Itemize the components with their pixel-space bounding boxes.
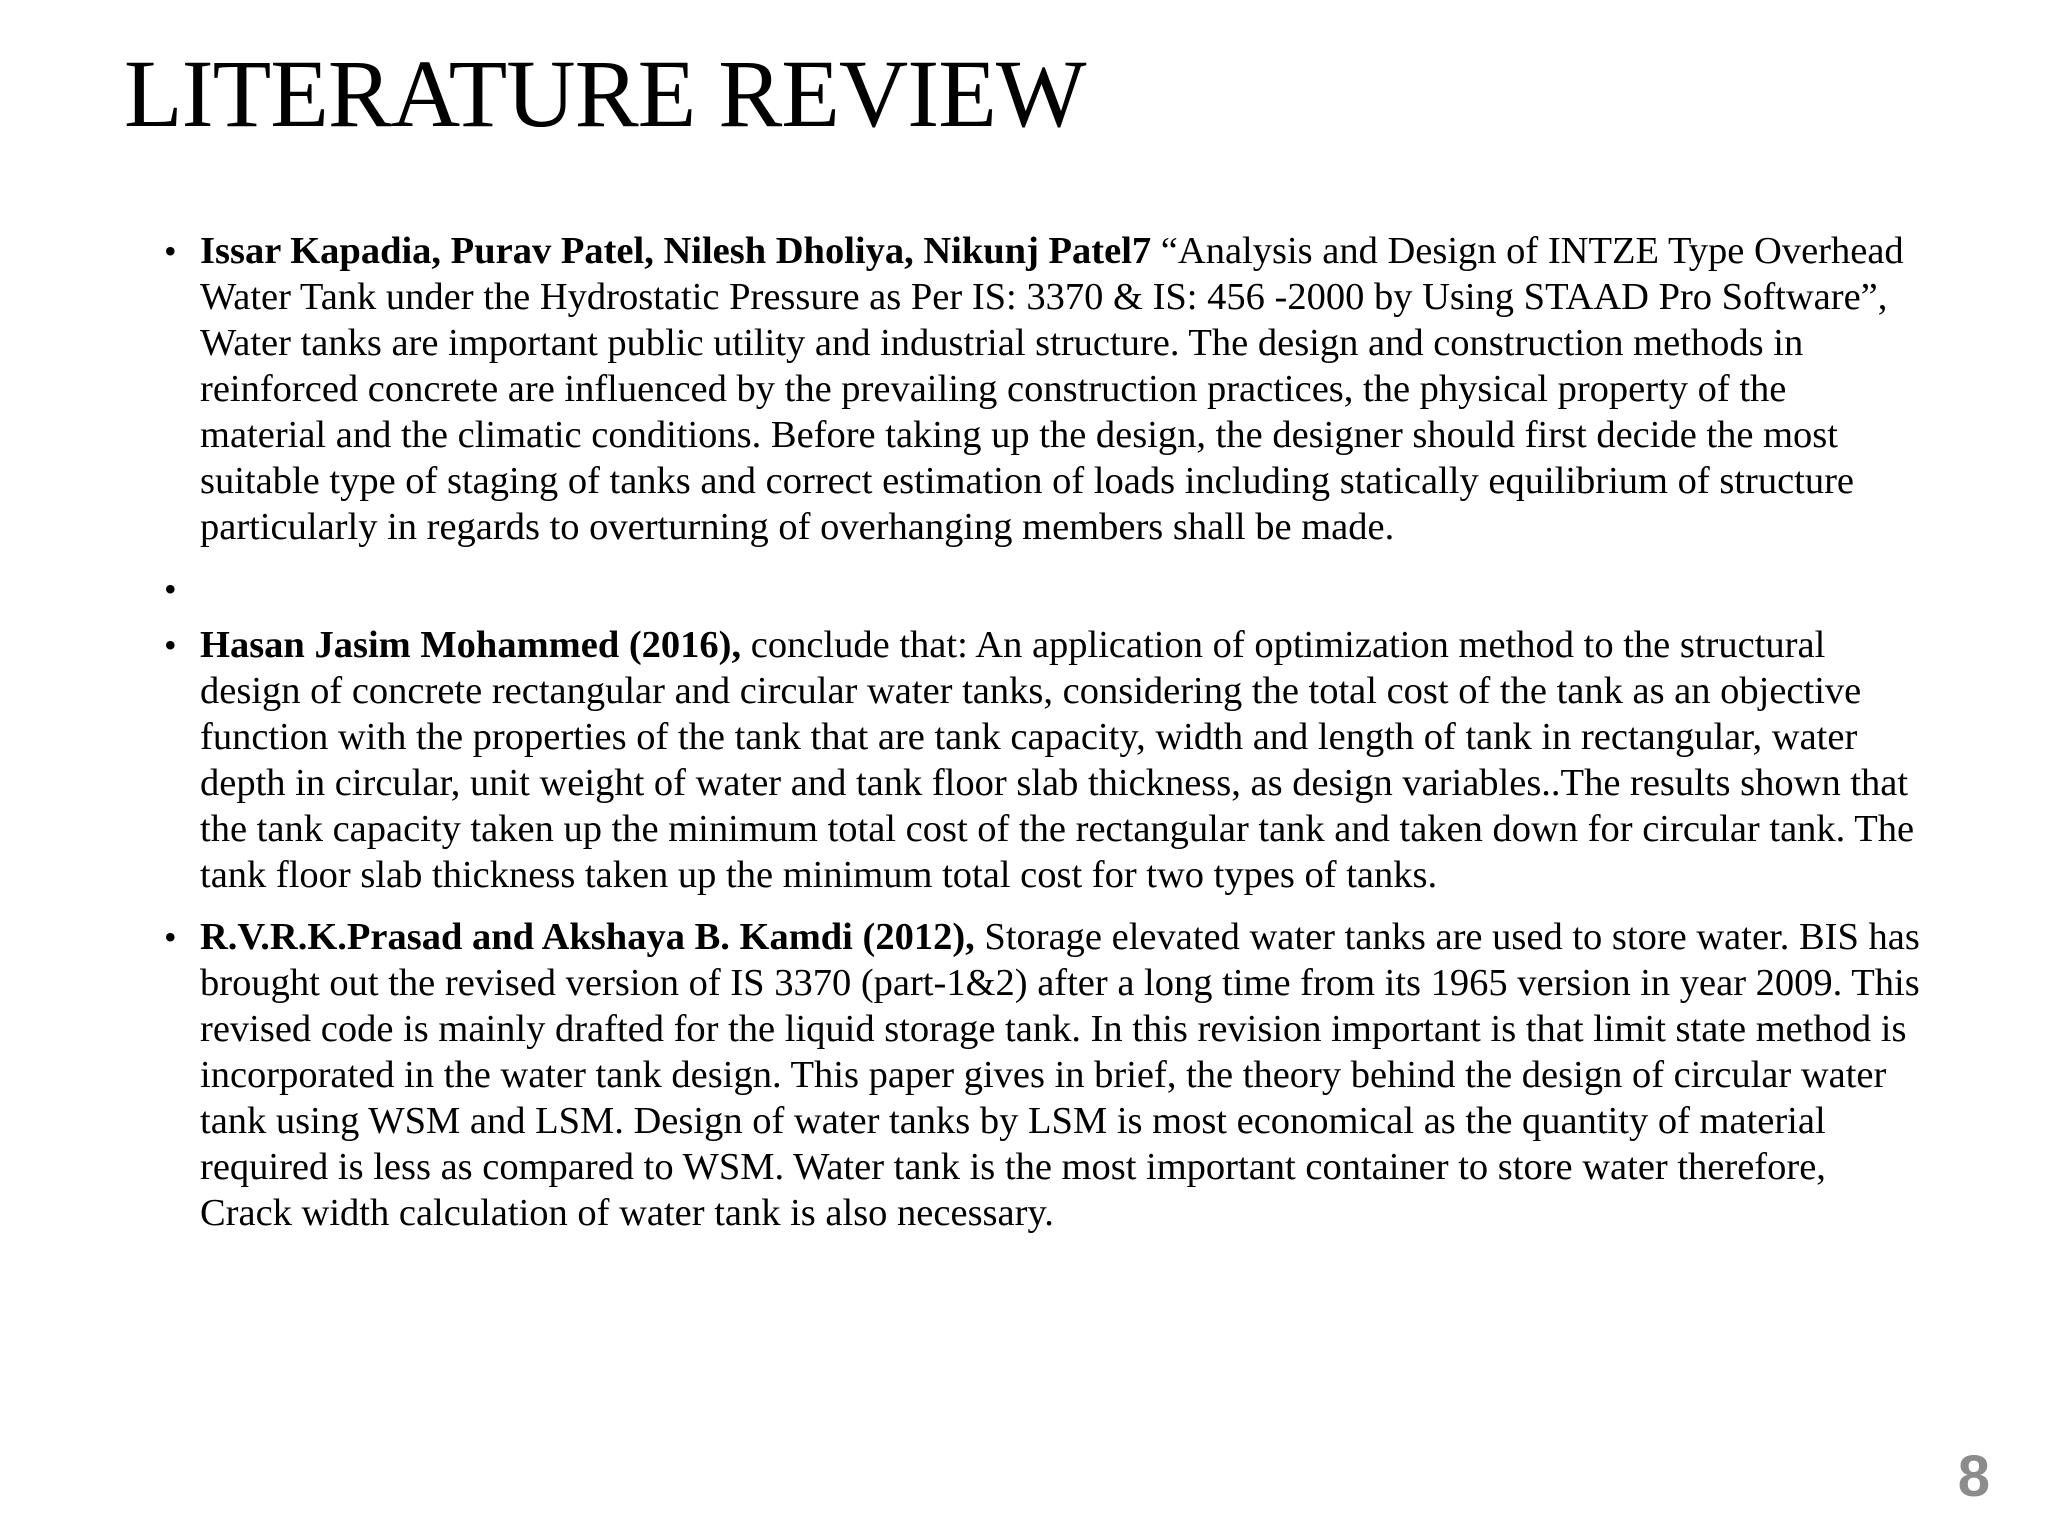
slide-title: LITERATURE REVIEW bbox=[124, 40, 1086, 147]
literature-author: Issar Kapadia, Purav Patel, Nilesh Dholiya, Nikunj Patel7 bbox=[200, 230, 1152, 272]
page-number: 8 bbox=[1957, 1444, 1990, 1509]
literature-item-empty bbox=[160, 566, 1920, 612]
literature-list bbox=[160, 228, 1920, 1252]
bullet-icon: • bbox=[164, 625, 177, 665]
bullet-icon: • bbox=[164, 917, 177, 957]
literature-text: “Analysis and Design of INTZE Type Overhead Water Tank under the Hydrostatic Pressure as Per IS: 3370 & IS: 456 -2000 by Using STAAD Pro Software”, Water tanks are important public utility and industrial structure. The design and construction methods in reinforced concrete are influenced by the prevailing construction practices, the physical property of the material and the climatic conditions. Before taking up the design, the designer should first decide the most suitable type of staging of tanks and correct estimation of loads including statically equilibrium of structure particularly in regards to overturning of overhanging members shall be made. bbox=[200, 230, 1904, 548]
literature-item-mohammed bbox=[160, 622, 1920, 898]
literature-text: conclude that: An application of optimization method to the structural design of concrete rectangular and circular water tanks, considering the total cost of the tank as an objective function with the properties of the tank that are tank capacity, width and length of tank in rectangular, water depth in circular, unit weight of water and tank floor slab thickness, as design variables..The results shown that the tank capacity taken up the minimum total cost of the rectangular tank and taken down for circular tank. The tank floor slab thickness taken up the minimum total cost for two types of tanks. bbox=[200, 624, 1915, 896]
literature-author: Hasan Jasim Mohammed (2016), bbox=[200, 624, 742, 666]
literature-item-kapadia bbox=[160, 228, 1920, 550]
literature-text: Storage elevated water tanks are used to store water. BIS has brought out the revised version of IS 3370 (part-1&2) after a long time from its 1965 version in year 2009. This revised code is mainly drafted for the liquid storage tank. In this revision important is that limit state method is incorporated in the water tank design. This paper gives in brief, the theory behind the design of circular water tank using WSM and LSM. Design of water tanks by LSM is most economical as the quantity of material required is less as compared to WSM. Water tank is the most important container to store water therefore, Crack width calculation of water tank is also necessary. bbox=[200, 916, 1920, 1234]
literature-item-prasad bbox=[160, 914, 1920, 1236]
bullet-icon: • bbox=[164, 569, 177, 609]
bullet-icon: • bbox=[164, 231, 177, 271]
literature-author: R.V.R.K.Prasad and Akshaya B. Kamdi (2012), bbox=[200, 916, 975, 958]
